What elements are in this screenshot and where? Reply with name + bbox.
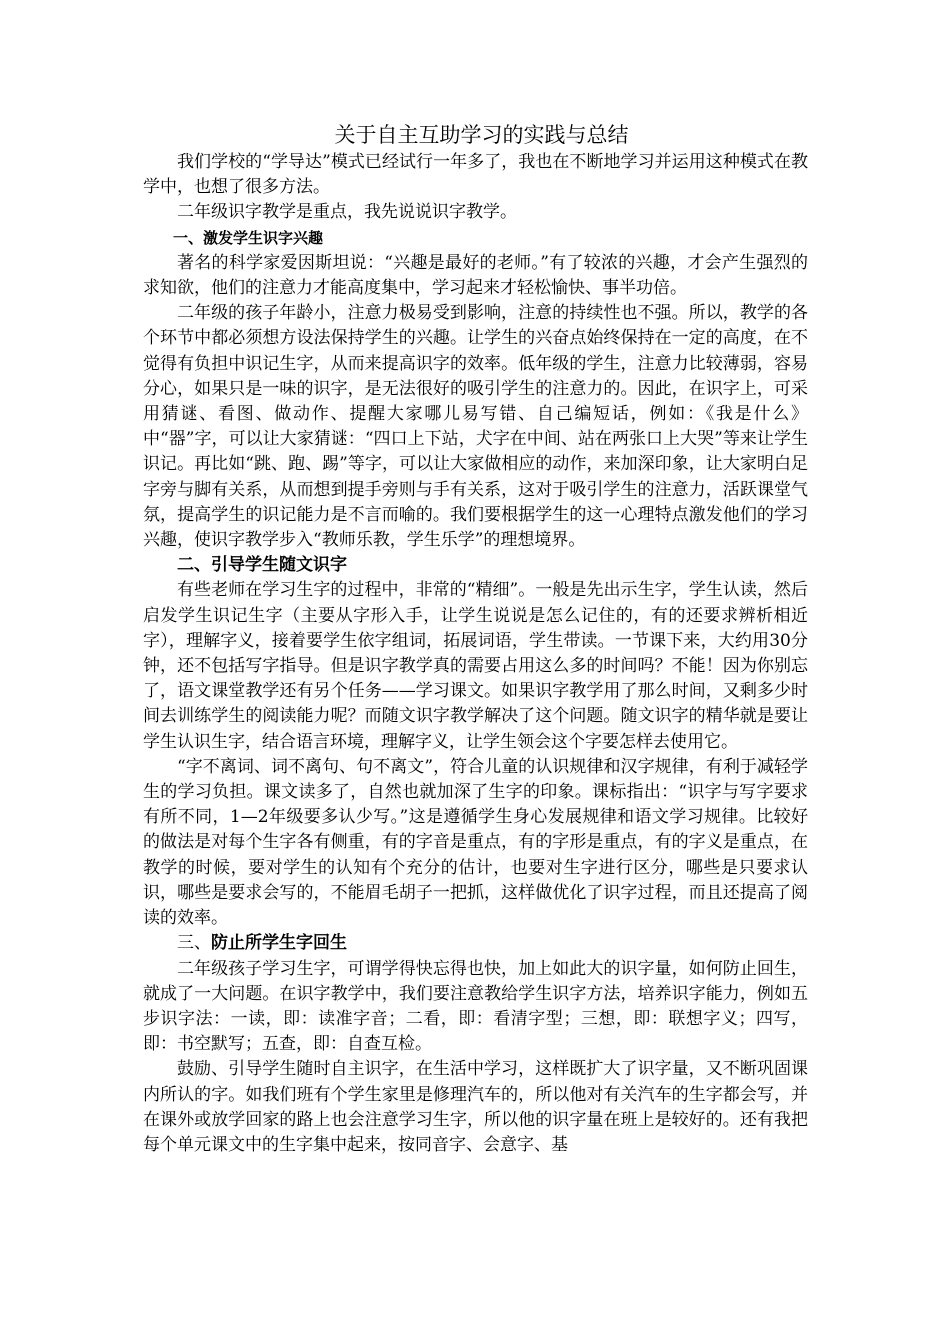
section-2-paragraph-1: 有些老师在学习生字的过程中，非常的“精细”。一般是先出示生字，学生认读，然后启发学生识记生字（主要从字形入手，让学生说说是怎么记住的，有的还要求辨析相近字），理解字义，接着要学生依字组词，拓展词语，学生带读。一节课下来，大约用30分钟，还不包括写字指导。但是识字教学真的需要占用这么多的时间吗？不能！因为你别忘了，语文课堂教学还有另个任务——学习课文。如果识字教学用了那么时间，又剩多少时间去训练学生的阅读能力呢？而随文识字教学解决了这个问题。随文识字的精华就是要让学生认识生字，结合语言环境，理解字义，让学生领会这个字要怎样去使用它。 (143, 580, 808, 752)
section-3-paragraph-1: 二年级孩子学习生字，可谓学得快忘得也快，加上如此大的识字量，如何防止回生，就成了一大问题。在识字教学中，我们要注意教给学生识字方法，培养识字能力，例如五步识字法：一读，即：读准字音；二看，即：看清字型；三想，即：联想字义；四写，即：书空默写；五查，即：自查互检。 (143, 958, 808, 1055)
section-3-heading-text: 防止所学生字回生 (211, 933, 347, 954)
document-page (143, 120, 808, 1158)
section-3-heading (143, 931, 808, 956)
section-1-paragraph-1: 著名的科学家爱因斯坦说：“兴趣是最好的老师。”有了较浓的兴趣，才会产生强烈的求知欲，他们的注意力才能高度集中，学习起来才轻松愉快、事半功倍。 (143, 252, 808, 299)
intro-paragraph-2: 二年级识字教学是重点，我先说说识字教学。 (177, 202, 517, 223)
section-1-paragraph-2: 二年级的孩子年龄小，注意力极易受到影响，注意的持续性也不强。所以，教学的各个环节中都必须想方设法保持学生的兴趣。让学生的兴奋点始终保持在一定的高度，在不觉得有负担中识记生字，从而来提高识字的效率。低年级的学生，注意力比较薄弱，容易分心，如果只是一味的识字，是无法很好的吸引学生的注意力的。因此，在识字上，可采用猜谜、看图、做动作、提醒大家哪儿易写错、自己编短话，例如：《我是什么》中“器”字，可以让大家猜谜：“四口上下站，犬字在中间、站在两张口上大哭”等来让学生识记。再比如“跳、跑、踢”等字，可以让大家做相应的动作，来加深印象，让大家明白足字旁与脚有关系，从而想到提手旁则与手有关系，这对于吸引学生的注意力，活跃课堂气氛，提高学生的识记能力是不言而喻的。我们要根据学生的这一心理特点激发他们的学习兴趣，使识字教学步入“教师乐教，学生乐学”的理想境界。 (143, 303, 808, 551)
section-2-paragraph-2: “字不离词、词不离句、句不离文”，符合儿童的认识规律和汉字规律，有利于减轻学生的学习负担。课文读多了，自然也就加深了生字的印象。课标指出：“识字与写字要求有所不同，1—2年级要多认少写。”这是遵循学生身心发展规律和语文学习规律。比较好的做法是对每个生字各有侧重，有的字音是重点，有的字形是重点，有的字义是重点，在教学的时候，要对学生的认知有个充分的估计，也要对生字进行区分，哪些是只要求认识，哪些是要求会写的，不能眉毛胡子一把抓，这样做优化了识字过程，而且还提高了阅读的效率。 (143, 756, 808, 929)
section-2-heading: 二、引导学生随文识字 (177, 555, 347, 576)
section-3-heading-number: 三、 (177, 933, 211, 954)
section-3-paragraph-2: 鼓励、引导学生随时自主识字，在生活中学习，这样既扩大了识字量，又不断巩固课内所认的字。如我们班有个学生家里是修理汽车的，所以他对有关汽车的生字都会写，并在课外或放学回家的路上也会注意学习生字，所以他的识字量在班上是较好的。还有我把每个单元课文中的生字集中起来，按同音字、会意字、基 (143, 1059, 808, 1155)
intro-paragraph-1: 我们学校的“学导达”模式已经试行一年多了，我也在不断地学习并运用这种模式在教学中，也想了很多方法。 (143, 152, 808, 198)
section-1-heading: 一、激发学生识字兴趣 (173, 228, 324, 247)
document-title: 关于自主互助学习的实践与总结 (334, 123, 629, 147)
